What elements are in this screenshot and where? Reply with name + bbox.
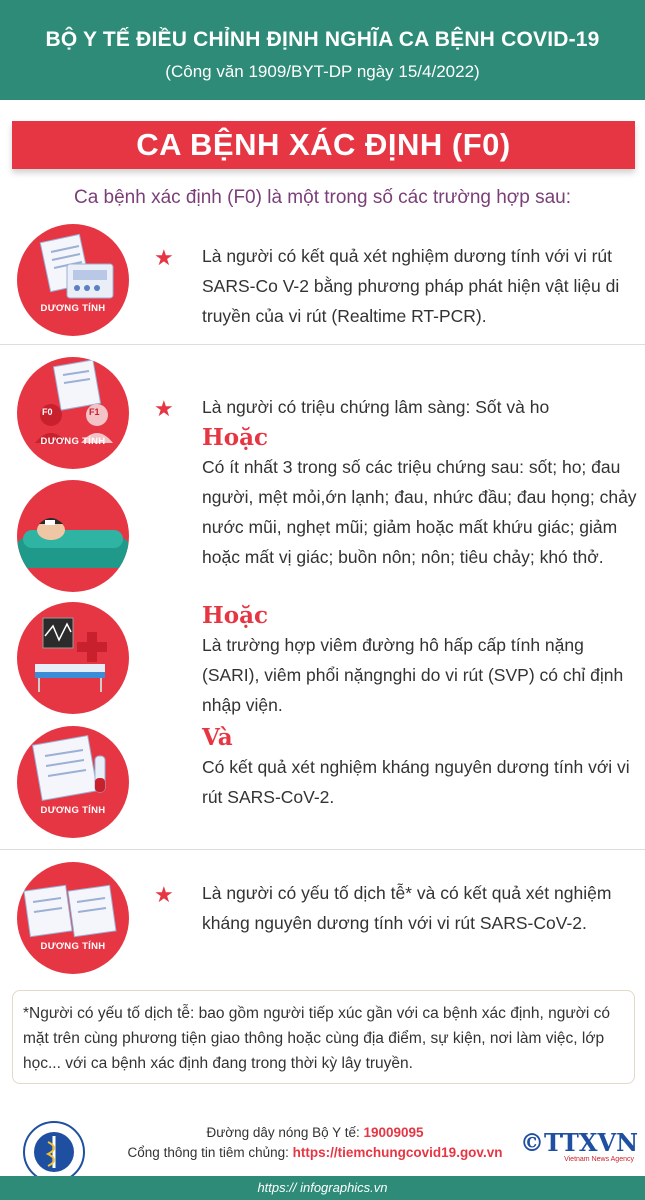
section-banner xyxy=(12,121,635,169)
antigen-text: Có kết quả xét nghiệm kháng nguyên dương tính với vi rút SARS-CoV-2. xyxy=(202,757,630,807)
divider xyxy=(0,849,645,850)
positive-badge: DƯƠNG TÍNH xyxy=(40,436,106,447)
or-connector: Hoặc xyxy=(202,602,268,629)
positive-badge: DƯƠNG TÍNH xyxy=(40,805,106,816)
footer-bar xyxy=(0,1176,645,1200)
intro-text: Ca bệnh xác định (F0) là một trong số các trường hợp sau: xyxy=(73,187,572,208)
portal-label: Cổng thông tin tiêm chủng: xyxy=(127,1145,289,1160)
symptoms-text: Có ít nhất 3 trong số các triệu chứng sau: sốt; ho; đau người, mệt mỏi,ớn lạnh; đau, nhức đầu; đau họng; chảy nước mũi, nghẹt mũi; giảm hoặc mất khứu giác; giảm hoặc mất vị giác; buồn nôn; nôn; tiêu chảy; khó thở. xyxy=(202,457,637,567)
agency-logo-text: ©TTXVN xyxy=(520,1128,639,1157)
hospital-bed-icon xyxy=(17,602,129,714)
section-title: CA BỆNH XÁC ĐỊNH (F0) xyxy=(136,127,511,162)
test-documents-icon xyxy=(17,862,129,974)
sick-in-bed-illustration xyxy=(17,480,129,592)
page-subtitle: (Công văn 1909/BYT-DP ngày 15/4/2022) xyxy=(165,62,480,81)
agency-subtitle: Vietnam News Agency xyxy=(564,1156,634,1163)
and-connector: Và xyxy=(202,724,233,751)
hotline-number[interactable]: 19009095 xyxy=(363,1125,424,1140)
portal-link[interactable]: https://tiemchungcovid19.gov.vn xyxy=(292,1145,503,1160)
pcr-test-illustration xyxy=(17,224,129,336)
footnote-box xyxy=(12,990,635,1084)
lab-machine-icon xyxy=(17,224,129,336)
divider xyxy=(0,344,645,345)
contact-people-icon xyxy=(17,357,129,469)
test-result-icon xyxy=(17,726,129,838)
positive-badge: DƯƠNG TÍNH xyxy=(40,941,106,952)
sari-text: Là trường hợp viêm đường hô hấp cấp tính nặng (SARI), viêm phổi nặngnghi do vi rút (SVP) có chỉ định nhập viện. xyxy=(202,635,624,715)
page-title: BỘ Y TẾ ĐIỀU CHỈNH ĐỊNH NGHĨA CA BỆNH COVID-19 xyxy=(45,28,600,51)
footnote-text: *Người có yếu tố dịch tễ: bao gồm người tiếp xúc gần với ca bệnh xác định, người có mặt trên cùng phương tiện giao thông hoặc cùng địa điểm, sự kiện, nơi làm việc, lớp học... với ca bệnh xác định đang trong thời kỳ lây truyền. xyxy=(23,1005,611,1072)
agency-logo xyxy=(520,1130,640,1170)
portal-line xyxy=(100,1145,530,1160)
site-link[interactable]: https:// infographics.vn xyxy=(257,1180,388,1195)
f0-f1-illustration xyxy=(17,357,129,469)
epidemiology-illustration xyxy=(17,862,129,974)
star-bullet-icon: ★ xyxy=(154,245,174,270)
hotline-label: Đường dây nóng Bộ Y tế: xyxy=(206,1125,360,1140)
star-bullet-icon: ★ xyxy=(154,882,174,907)
patient-bed-icon xyxy=(17,480,129,592)
positive-badge: DƯƠNG TÍNH xyxy=(40,303,106,314)
ministry-of-health-emblem-icon xyxy=(22,1120,86,1184)
f0-label: F0 xyxy=(42,407,53,417)
ministry-logo xyxy=(22,1120,86,1184)
hospital-illustration xyxy=(17,602,129,714)
case3-text: Là người có yếu tố dịch tễ* và có kết quả xét nghiệm kháng nguyên dương tính với vi rút SARS-CoV-2. xyxy=(202,883,612,933)
f1-label: F1 xyxy=(89,407,100,417)
antigen-test-illustration xyxy=(17,726,129,838)
case2-text: Là người có triệu chứng lâm sàng: Sốt và ho xyxy=(202,397,550,417)
case1-text: Là người có kết quả xét nghiệm dương tính với vi rút SARS-Co V-2 bằng phương pháp phát hiện vật liệu di truyền của vi rút (Realtime RT-PCR). xyxy=(202,246,620,326)
star-bullet-icon: ★ xyxy=(154,396,174,421)
header-bar xyxy=(0,0,645,100)
hotline-line xyxy=(100,1125,530,1140)
or-connector: Hoặc xyxy=(202,424,268,451)
